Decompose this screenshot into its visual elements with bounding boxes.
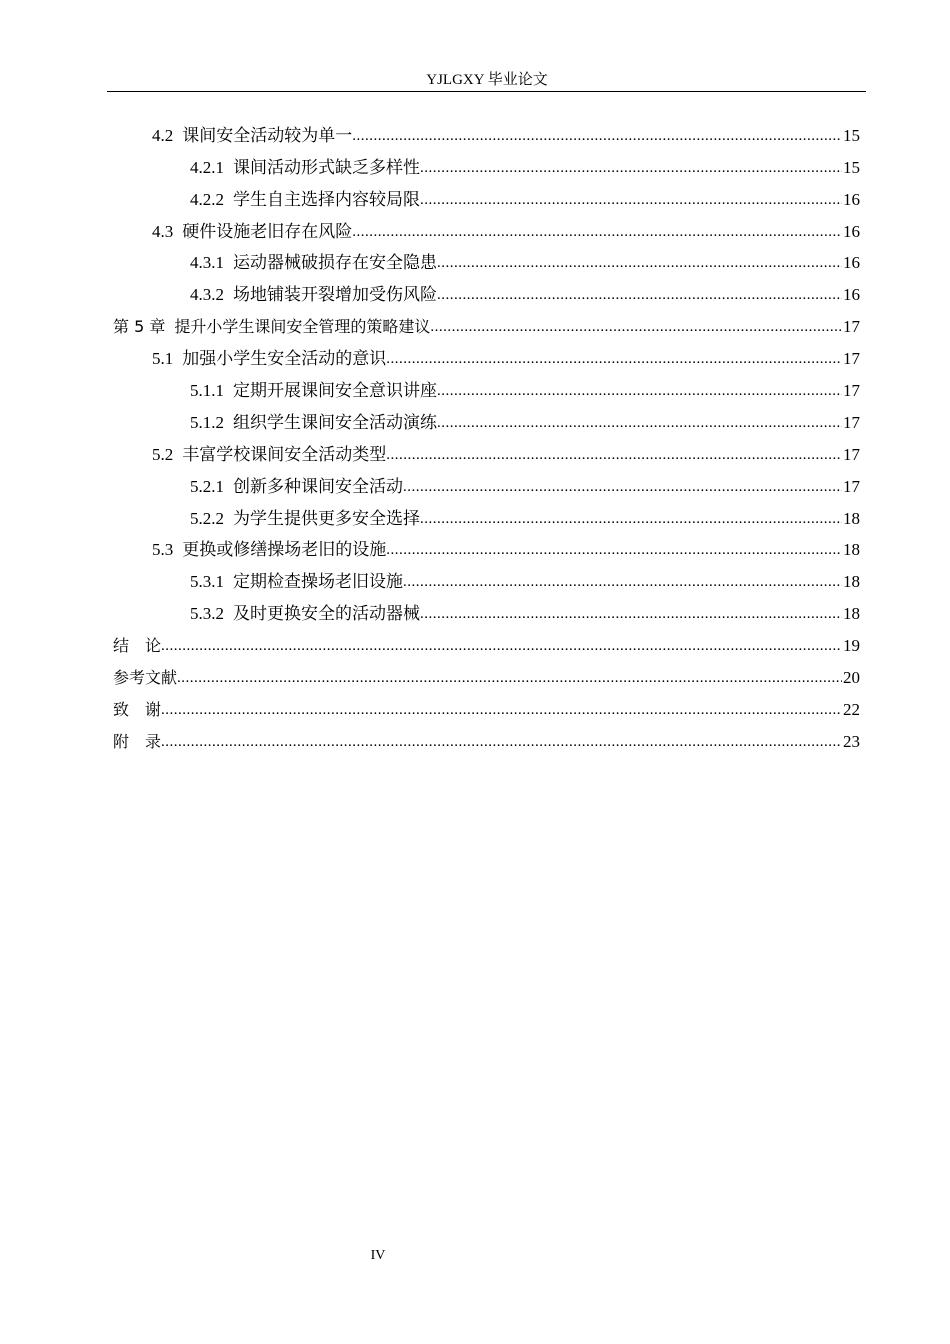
toc-entry-page: 17 <box>843 381 860 401</box>
toc-dot-leader <box>352 218 842 246</box>
toc-dot-leader <box>403 568 842 596</box>
toc-dot-leader <box>386 536 842 564</box>
running-header: YJLGXY 毕业论文 <box>426 72 548 88</box>
toc-entry <box>113 724 860 756</box>
toc-dot-leader <box>420 505 842 533</box>
toc-entry-number: 第 5 章 <box>113 317 166 337</box>
toc-entry <box>113 596 860 628</box>
toc-entry-title: 定期开展课间安全意识讲座 <box>233 381 437 401</box>
toc-entry-label <box>152 122 352 150</box>
toc-entry-label <box>113 664 177 692</box>
toc-entry-title: 课间安全活动较为单一 <box>182 125 353 145</box>
toc-entry-page: 17 <box>843 317 860 337</box>
toc-entry <box>113 469 860 501</box>
toc-entry <box>113 628 860 660</box>
header-rule <box>107 91 866 92</box>
toc-dot-leader <box>437 377 842 405</box>
toc-entry-title: 及时更换安全的活动器械 <box>233 604 420 624</box>
toc-entry-label <box>190 377 437 405</box>
toc-entry-number: 5.1.2 <box>190 412 224 432</box>
toc-entry-page: 17 <box>843 444 860 464</box>
toc-entry-label <box>190 473 403 501</box>
toc-entry-label <box>190 505 420 533</box>
toc-entry-page: 18 <box>843 604 860 624</box>
toc-entry <box>113 150 860 182</box>
page-number: IV <box>370 1248 386 1263</box>
toc-entry-number: 5.3.1 <box>190 572 224 592</box>
toc-entry-title: 硬件设施老旧存在风险 <box>182 221 353 241</box>
toc-entry-label <box>113 696 161 724</box>
toc-entry <box>113 533 860 565</box>
toc-entry-title: 组织学生课间安全活动演练 <box>233 412 437 432</box>
toc-entry-label <box>152 536 386 564</box>
toc-entry-page: 18 <box>843 508 860 528</box>
toc-entry-title: 创新多种课间安全活动 <box>233 476 403 496</box>
toc-dot-leader <box>437 249 842 277</box>
toc-entry-title: 场地铺装开裂增加受伤风险 <box>233 285 437 305</box>
toc-dot-leader <box>437 409 842 437</box>
toc-entry-title: 丰富学校课间安全活动类型 <box>182 444 387 464</box>
toc-entry <box>113 214 860 246</box>
toc-entry-title: 加强小学生安全活动的意识 <box>182 349 387 369</box>
toc-entry-title: 附 录 <box>113 731 162 751</box>
toc-entry <box>113 437 860 469</box>
toc-entry-title: 致 谢 <box>113 699 162 719</box>
table-of-contents <box>113 118 860 756</box>
toc-entry-label <box>113 728 161 756</box>
toc-entry-page: 15 <box>843 125 860 145</box>
toc-entry-label <box>190 281 437 309</box>
toc-dot-leader <box>161 632 842 660</box>
toc-entry <box>113 373 860 405</box>
toc-dot-leader <box>437 281 842 309</box>
toc-entry-page: 23 <box>843 731 860 751</box>
toc-entry-number: 5.1.1 <box>190 381 224 401</box>
toc-entry-number: 5.2 <box>152 444 174 464</box>
toc-entry-label <box>190 568 403 596</box>
toc-dot-leader <box>420 154 842 182</box>
toc-entry <box>113 564 860 596</box>
toc-entry-number: 4.2.2 <box>190 189 224 209</box>
toc-entry-number: 5.2.2 <box>190 508 224 528</box>
toc-entry-number: 5.3.2 <box>190 604 224 624</box>
toc-dot-leader <box>352 122 842 150</box>
toc-entry-page: 16 <box>843 189 860 209</box>
toc-entry <box>113 692 860 724</box>
toc-entry-page: 16 <box>843 253 860 273</box>
toc-entry-number: 4.2.1 <box>190 157 224 177</box>
toc-entry-title: 结 论 <box>113 636 162 656</box>
toc-dot-leader <box>403 473 842 501</box>
toc-entry-page: 20 <box>843 668 860 688</box>
toc-entry-page: 17 <box>843 476 860 496</box>
toc-entry-number: 4.3.1 <box>190 253 224 273</box>
toc-entry-label <box>113 313 430 341</box>
toc-entry-label <box>152 441 386 469</box>
toc-entry-page: 17 <box>843 349 860 369</box>
toc-entry-page: 15 <box>843 157 860 177</box>
toc-dot-leader <box>430 313 842 341</box>
toc-entry-title: 运动器械破损存在安全隐患 <box>233 253 437 273</box>
toc-entry-page: 18 <box>843 540 860 560</box>
toc-entry-page: 22 <box>843 699 860 719</box>
toc-entry-page: 19 <box>843 636 860 656</box>
toc-dot-leader <box>177 664 842 692</box>
toc-entry-number: 4.3.2 <box>190 285 224 305</box>
toc-entry-title: 参考文献 <box>113 668 178 688</box>
toc-entry-label <box>190 600 420 628</box>
toc-dot-leader <box>386 345 842 373</box>
toc-entry <box>113 277 860 309</box>
toc-entry <box>113 182 860 214</box>
toc-entry-number: 4.2 <box>152 125 174 145</box>
toc-entry-label <box>113 632 161 660</box>
toc-entry-label <box>152 345 386 373</box>
toc-entry-label <box>190 409 437 437</box>
toc-entry-page: 17 <box>843 412 860 432</box>
toc-entry <box>113 246 860 278</box>
toc-entry-number: 5.2.1 <box>190 476 224 496</box>
toc-entry <box>113 501 860 533</box>
toc-entry <box>113 405 860 437</box>
toc-entry-page: 18 <box>843 572 860 592</box>
toc-dot-leader <box>161 728 842 756</box>
toc-entry-title: 为学生提供更多安全选择 <box>233 508 420 528</box>
toc-entry-title: 课间活动形式缺乏多样性 <box>233 157 420 177</box>
toc-entry-label <box>152 218 352 246</box>
toc-entry <box>113 341 860 373</box>
toc-entry <box>113 118 860 150</box>
toc-entry-number: 5.1 <box>152 349 174 369</box>
toc-entry-title: 定期检查操场老旧设施 <box>233 572 403 592</box>
toc-dot-leader <box>420 186 842 214</box>
toc-entry-page: 16 <box>843 285 860 305</box>
toc-entry-label <box>190 186 420 214</box>
toc-entry-number: 5.3 <box>152 540 174 560</box>
toc-entry-title: 更换或修缮操场老旧的设施 <box>182 540 387 560</box>
toc-dot-leader <box>161 696 842 724</box>
toc-entry-number: 4.3 <box>152 221 174 241</box>
toc-entry <box>113 309 860 341</box>
toc-entry-title: 学生自主选择内容较局限 <box>233 189 420 209</box>
toc-entry <box>113 660 860 692</box>
toc-entry-label <box>190 154 420 182</box>
toc-entry-title: 提升小学生课间安全管理的策略建议 <box>174 317 431 337</box>
toc-dot-leader <box>420 600 842 628</box>
toc-entry-label <box>190 249 437 277</box>
toc-dot-leader <box>386 441 842 469</box>
toc-entry-page: 16 <box>843 221 860 241</box>
